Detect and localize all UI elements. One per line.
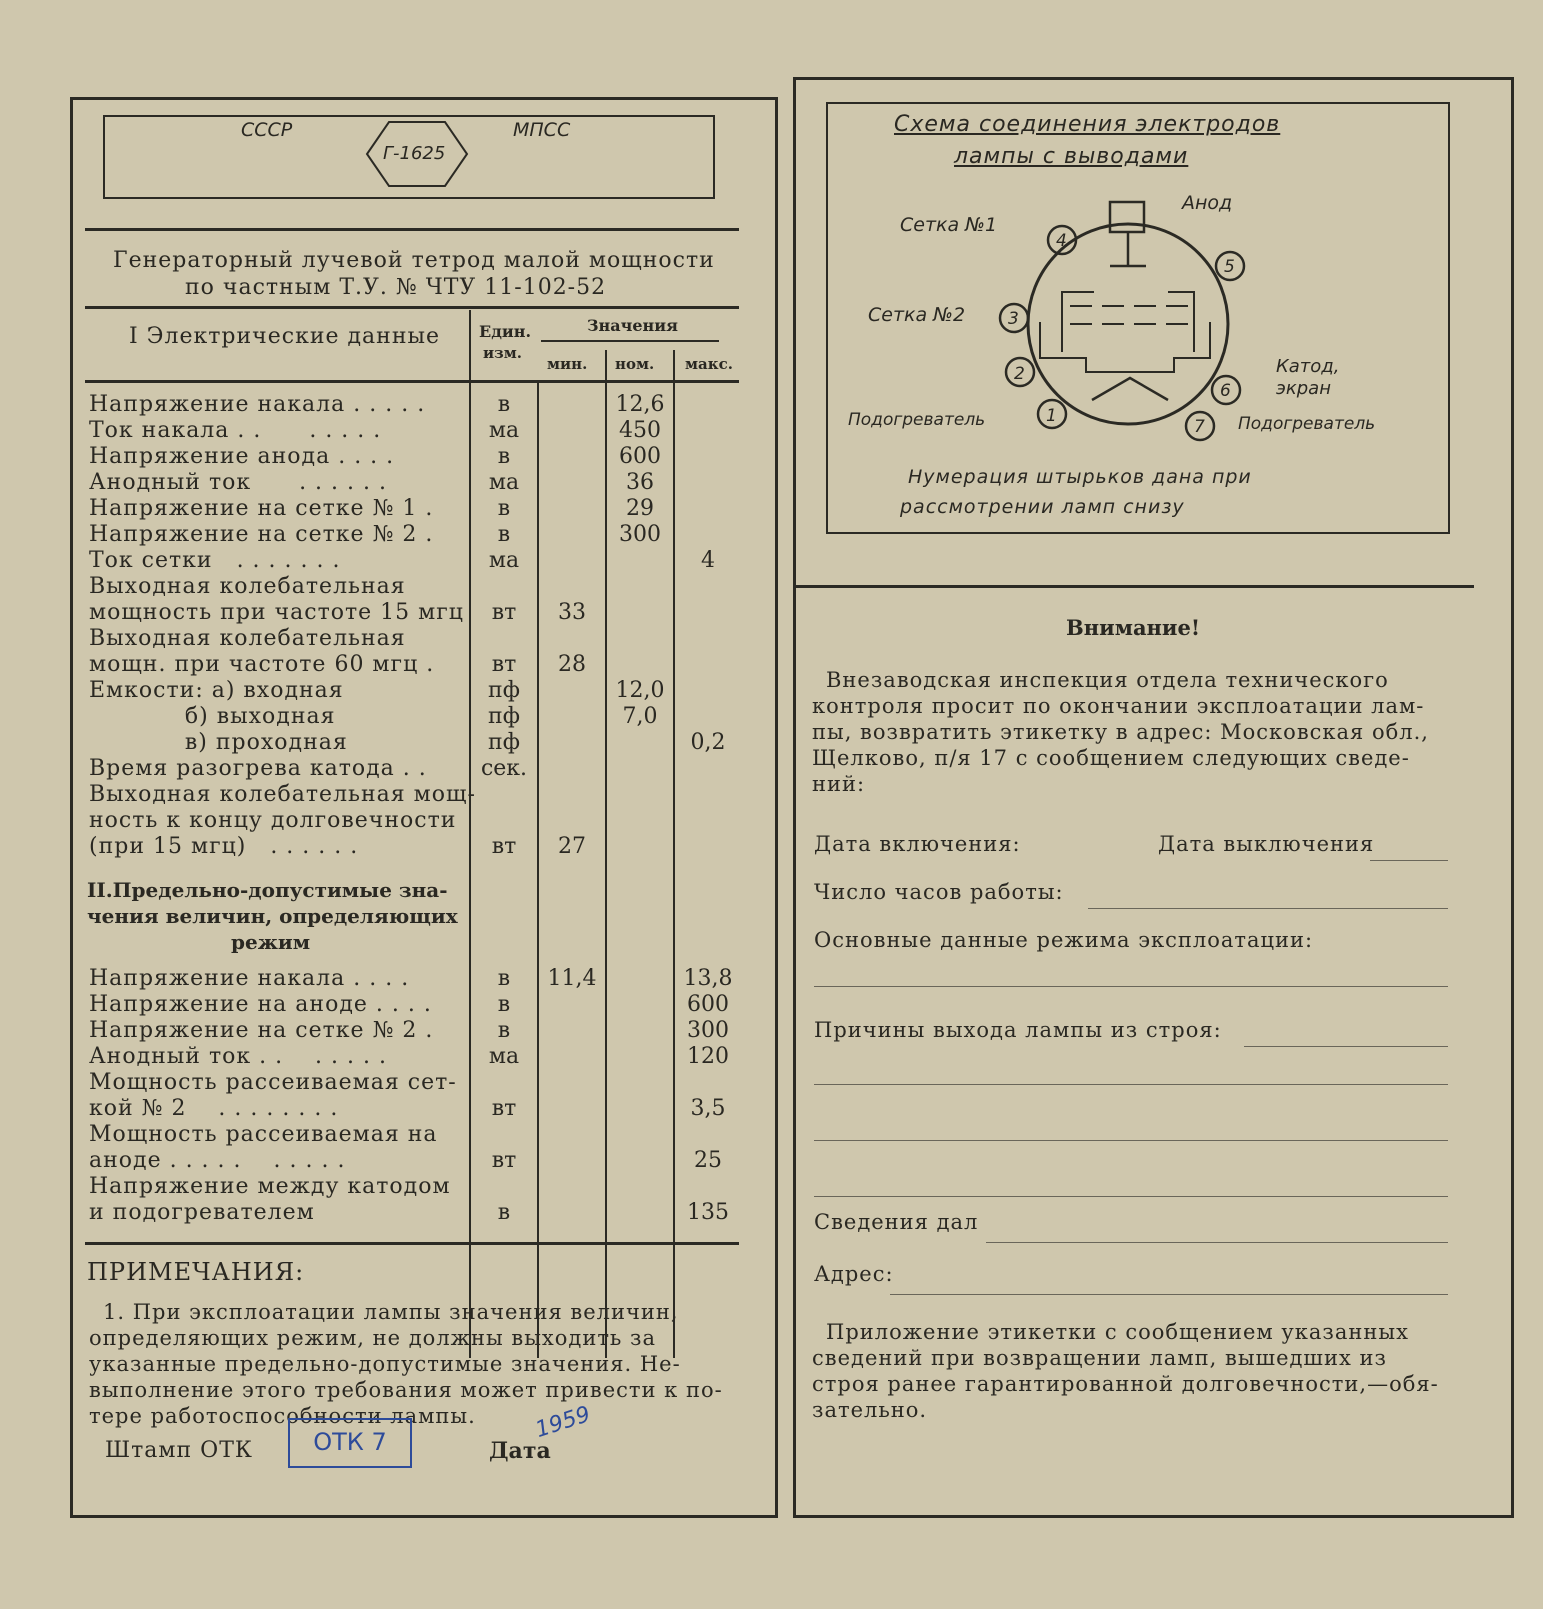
limits-nom bbox=[607, 1148, 673, 1174]
limits-unit: вт bbox=[491, 1096, 517, 1121]
electrical-row bbox=[73, 808, 733, 834]
right-sheet bbox=[793, 80, 1514, 1518]
electrical-nom: 36 bbox=[626, 470, 654, 495]
limits-label: кой № 2 . . . . . . . . bbox=[89, 1096, 339, 1121]
limits-nom bbox=[607, 992, 673, 1018]
electrical-label: Напряжение накала . . . . . bbox=[89, 392, 426, 417]
electrical-label: Напряжение на сетке № 1 . bbox=[89, 496, 434, 521]
electrical-max bbox=[675, 392, 741, 418]
limits-min: 11,4 bbox=[547, 966, 597, 991]
doc-title-line1: Генераторный лучевой тетрод малой мощности bbox=[113, 248, 715, 273]
nom-header: ном. bbox=[615, 355, 655, 373]
electrical-max bbox=[675, 496, 741, 522]
failure-field-4[interactable] bbox=[814, 1196, 1448, 1197]
electrical-row bbox=[73, 470, 733, 496]
limits-max: 600 bbox=[687, 992, 729, 1017]
electrical-max bbox=[675, 470, 741, 496]
label-heater-left: Подогреватель bbox=[848, 410, 986, 430]
electrical-nom: 29 bbox=[626, 496, 654, 521]
electrical-min bbox=[539, 704, 605, 730]
diagram-title-2: лампы с выводами bbox=[954, 144, 1189, 169]
electrical-nom bbox=[607, 600, 673, 626]
limits-row bbox=[73, 1148, 733, 1174]
label-cathode-1: Катод, bbox=[1276, 356, 1340, 377]
electrical-nom: 600 bbox=[619, 444, 661, 469]
otk-stamp: ОТК 7 bbox=[288, 1418, 412, 1468]
date-on-label: Дата включения: bbox=[814, 832, 1021, 856]
limits-row bbox=[73, 1122, 733, 1148]
limits-row bbox=[73, 1044, 733, 1070]
electrical-unit: вт bbox=[491, 834, 517, 859]
electrical-nom bbox=[607, 782, 673, 808]
electrical-max bbox=[675, 834, 741, 860]
footer-line: сведений при возвращении ламп, вышедших из bbox=[812, 1346, 1387, 1370]
limits-max bbox=[675, 1070, 741, 1096]
limits-label: Мощность рассеиваемая сет- bbox=[89, 1070, 457, 1095]
electrical-min bbox=[539, 626, 605, 652]
attention-line: Внезаводская инспекция отдела технического bbox=[826, 668, 1389, 692]
failure-field-3[interactable] bbox=[814, 1140, 1448, 1141]
limits-nom bbox=[607, 1096, 673, 1122]
left-sheet bbox=[70, 100, 778, 1518]
limits-max: 135 bbox=[687, 1200, 729, 1225]
electrical-row bbox=[73, 652, 733, 678]
electrical-row bbox=[73, 782, 733, 808]
limits-max bbox=[675, 1174, 741, 1200]
electrical-unit: ма bbox=[488, 418, 520, 443]
electrical-row bbox=[73, 678, 733, 704]
electrical-label: мощность при частоте 15 мгц bbox=[89, 600, 464, 625]
values-header: Значения bbox=[587, 316, 678, 335]
limits-title-3: режим bbox=[231, 930, 311, 954]
electrical-unit bbox=[471, 626, 537, 652]
limits-max: 25 bbox=[694, 1148, 722, 1173]
limits-min bbox=[539, 1200, 605, 1226]
limits-min bbox=[539, 1044, 605, 1070]
limits-min bbox=[539, 1096, 605, 1122]
limits-min bbox=[539, 1148, 605, 1174]
limits-label: Напряжение накала . . . . bbox=[89, 966, 410, 991]
notes-rule bbox=[85, 1242, 739, 1245]
electrical-min bbox=[539, 808, 605, 834]
note-line: тере работоспособности лампы. bbox=[89, 1404, 476, 1428]
limits-row bbox=[73, 992, 733, 1018]
label-heater-right: Подогреватель bbox=[1238, 414, 1376, 434]
electrical-nom: 450 bbox=[619, 418, 661, 443]
header-rule-bottom bbox=[85, 380, 739, 383]
limits-row bbox=[73, 966, 733, 992]
max-header: макс. bbox=[685, 355, 733, 373]
limits-label: Напряжение между катодом bbox=[89, 1174, 451, 1199]
electrical-min bbox=[539, 418, 605, 444]
pin-3: 3 bbox=[1008, 309, 1019, 329]
limits-nom bbox=[607, 1018, 673, 1044]
electrical-max bbox=[675, 782, 741, 808]
label-grid1: Сетка №1 bbox=[900, 214, 998, 236]
electrical-min bbox=[539, 782, 605, 808]
right-top-rule bbox=[793, 77, 1514, 80]
electrical-nom bbox=[607, 834, 673, 860]
electrical-label: в) проходная bbox=[89, 730, 348, 755]
electrical-unit: в bbox=[497, 522, 511, 547]
electrical-nom: 7,0 bbox=[622, 704, 658, 729]
limits-unit: ма bbox=[488, 1044, 520, 1069]
limits-max: 300 bbox=[687, 1018, 729, 1043]
limits-nom bbox=[607, 1200, 673, 1226]
mode-field[interactable] bbox=[814, 986, 1448, 987]
limits-unit: в bbox=[497, 1200, 511, 1225]
electrical-unit: пф bbox=[488, 704, 520, 729]
electrical-unit: в bbox=[497, 444, 511, 469]
electrical-label: Выходная колебательная мощ- bbox=[89, 782, 476, 807]
right-bottom-rule bbox=[793, 1515, 1514, 1518]
electrical-min bbox=[539, 470, 605, 496]
label-anode: Анод bbox=[1182, 192, 1233, 214]
electrical-label: Напряжение на сетке № 2 . bbox=[89, 522, 434, 547]
given-by-field[interactable] bbox=[986, 1242, 1448, 1243]
limits-row bbox=[73, 1174, 733, 1200]
note-line: указанные предельно-допустимые значения. Не- bbox=[89, 1352, 681, 1376]
electrical-unit: ма bbox=[488, 470, 520, 495]
electrical-row bbox=[73, 496, 733, 522]
electrical-unit: в bbox=[497, 392, 511, 417]
stamp-label: Штамп ОТК bbox=[105, 1438, 253, 1463]
title-rule-bottom bbox=[85, 306, 739, 309]
limits-nom bbox=[607, 1174, 673, 1200]
electrical-max: 4 bbox=[701, 548, 715, 573]
hours-field[interactable] bbox=[1088, 908, 1448, 909]
electrical-label: Напряжение анода . . . . bbox=[89, 444, 395, 469]
limits-unit: в bbox=[497, 1018, 511, 1043]
electrical-min: 27 bbox=[558, 834, 586, 859]
given-by-label: Сведения дал bbox=[814, 1210, 979, 1234]
limits-nom bbox=[607, 966, 673, 992]
electrical-row bbox=[73, 522, 733, 548]
electrical-nom: 12,0 bbox=[615, 678, 665, 703]
electrical-nom: 300 bbox=[619, 522, 661, 547]
electrical-min bbox=[539, 522, 605, 548]
unit-header-1: Един. bbox=[479, 322, 532, 341]
attention-line: контроля просит по окончании эксплоатации лам- bbox=[812, 694, 1425, 718]
electrical-row bbox=[73, 392, 733, 418]
pin-note-1: Нумерация штырьков дана при bbox=[908, 466, 1252, 488]
electrical-unit: вт bbox=[491, 652, 517, 677]
limits-label: и подогревателем bbox=[89, 1200, 315, 1225]
limits-nom bbox=[607, 1122, 673, 1148]
electrical-label: ность к концу долговечности bbox=[89, 808, 457, 833]
pin-4: 4 bbox=[1056, 231, 1067, 251]
notes-title: ПРИМЕЧАНИЯ: bbox=[87, 1258, 305, 1286]
electrical-unit bbox=[471, 808, 537, 834]
header-box bbox=[103, 115, 715, 199]
limits-min bbox=[539, 1018, 605, 1044]
electrical-label: Ток накала . . . . . . . bbox=[89, 418, 382, 443]
electrical-label: Анодный ток . . . . . . bbox=[89, 470, 387, 495]
address-label: Адрес: bbox=[814, 1262, 894, 1286]
limits-unit bbox=[471, 1122, 537, 1148]
electrical-max bbox=[675, 444, 741, 470]
electrical-min bbox=[539, 678, 605, 704]
footer-line: зательно. bbox=[812, 1398, 928, 1422]
electrical-max bbox=[675, 678, 741, 704]
failure-label: Причины выхода лампы из строя: bbox=[814, 1018, 1222, 1042]
limits-unit: в bbox=[497, 966, 511, 991]
handwritten-year: 1959 bbox=[532, 1401, 594, 1444]
electrical-nom: 12,6 bbox=[615, 392, 665, 417]
limits-min bbox=[539, 1174, 605, 1200]
failure-field-1[interactable] bbox=[1244, 1046, 1448, 1047]
unit-header-2: изм. bbox=[483, 344, 522, 362]
pin-6: 6 bbox=[1220, 381, 1231, 401]
pin-note-2: рассмотрении ламп снизу bbox=[900, 496, 1185, 518]
limits-max: 3,5 bbox=[690, 1096, 726, 1121]
limits-max bbox=[675, 1122, 741, 1148]
pin-7: 7 bbox=[1194, 417, 1205, 437]
doc-title-line2: по частным Т.У. № ЧТУ 11-102-52 bbox=[185, 275, 607, 300]
electrical-nom bbox=[607, 730, 673, 756]
title-rule-top bbox=[85, 228, 739, 231]
electrical-max bbox=[675, 574, 741, 600]
electrical-max bbox=[675, 522, 741, 548]
limits-label: Напряжение на сетке № 2 . bbox=[89, 1018, 434, 1043]
electrical-max bbox=[675, 652, 741, 678]
limits-label: Анодный ток . . . . . . . bbox=[89, 1044, 387, 1069]
label-grid2: Сетка №2 bbox=[868, 304, 966, 326]
limits-unit bbox=[471, 1070, 537, 1096]
electrical-row bbox=[73, 626, 733, 652]
electrical-row bbox=[73, 834, 733, 860]
min-header: мин. bbox=[547, 355, 588, 373]
date-label: Дата bbox=[489, 1438, 551, 1464]
limits-title-2: чения величин, определяющих bbox=[87, 904, 458, 928]
failure-field-2[interactable] bbox=[814, 1084, 1448, 1085]
limits-label: Мощность рассеиваемая на bbox=[89, 1122, 438, 1147]
electrical-label: Время разогрева катода . . bbox=[89, 756, 427, 781]
date-off-label: Дата выключения bbox=[1158, 832, 1375, 856]
limits-min bbox=[539, 1122, 605, 1148]
electrical-row bbox=[73, 730, 733, 756]
address-field[interactable] bbox=[890, 1294, 1448, 1295]
pin-circles bbox=[1000, 226, 1244, 440]
electrical-row bbox=[73, 548, 733, 574]
limits-row bbox=[73, 1018, 733, 1044]
limits-label: аноде . . . . . . . . . . bbox=[89, 1148, 346, 1173]
date-off-field[interactable] bbox=[1370, 860, 1448, 861]
electrical-row bbox=[73, 418, 733, 444]
label-cathode-2: экран bbox=[1276, 378, 1331, 399]
pin-5: 5 bbox=[1224, 257, 1235, 277]
lamp-type: Г-1625 bbox=[383, 143, 446, 164]
limits-min bbox=[539, 992, 605, 1018]
diagram-title-1: Схема соединения электродов bbox=[894, 112, 1281, 137]
limits-max: 13,8 bbox=[683, 966, 733, 991]
pin-1: 1 bbox=[1046, 406, 1057, 426]
attention-rule bbox=[796, 585, 1474, 588]
electrical-unit: в bbox=[497, 496, 511, 521]
note-line: выполнение этого требования может привести к по- bbox=[89, 1378, 723, 1402]
electrical-max bbox=[675, 418, 741, 444]
limits-label: Напряжение на аноде . . . . bbox=[89, 992, 432, 1017]
limits-min bbox=[539, 1070, 605, 1096]
attention-title: Внимание! bbox=[1066, 615, 1201, 640]
electrical-max bbox=[675, 600, 741, 626]
diagram-box bbox=[826, 102, 1450, 534]
electrical-max bbox=[675, 626, 741, 652]
electrical-min bbox=[539, 392, 605, 418]
electrical-min bbox=[539, 444, 605, 470]
electrical-min: 28 bbox=[558, 652, 586, 677]
electrical-label: Выходная колебательная bbox=[89, 574, 406, 599]
electrical-row bbox=[73, 704, 733, 730]
electrical-row bbox=[73, 756, 733, 782]
limits-title-1: II.Предельно-допустимые зна- bbox=[87, 878, 448, 902]
bottom-rule bbox=[70, 1515, 778, 1518]
electrical-row bbox=[73, 600, 733, 626]
top-rule bbox=[70, 97, 778, 100]
electrical-unit: сек. bbox=[480, 756, 528, 781]
footer-line: строя ранее гарантированной долговечности,—обя- bbox=[812, 1372, 1439, 1396]
electrical-unit: пф bbox=[488, 678, 520, 703]
electrical-min bbox=[539, 548, 605, 574]
hours-label: Число часов работы: bbox=[814, 880, 1064, 904]
limits-row bbox=[73, 1070, 733, 1096]
electrical-row bbox=[73, 574, 733, 600]
values-rule bbox=[541, 340, 719, 342]
electrical-nom bbox=[607, 548, 673, 574]
mode-label: Основные данные режима эксплоатации: bbox=[814, 928, 1314, 952]
electrical-min bbox=[539, 496, 605, 522]
limits-row bbox=[73, 1096, 733, 1122]
limits-unit bbox=[471, 1174, 537, 1200]
limits-max: 120 bbox=[687, 1044, 729, 1069]
electrical-label: мощн. при частоте 60 мгц . bbox=[89, 652, 435, 677]
attention-line: пы, возвратить этикетку в адрес: Московская обл., bbox=[812, 720, 1429, 744]
electrical-unit bbox=[471, 574, 537, 600]
country-label: СССР bbox=[241, 119, 293, 141]
attention-line: Щелково, п/я 17 с сообщением следующих сведе- bbox=[812, 746, 1410, 770]
electrical-max bbox=[675, 756, 741, 782]
electrical-row bbox=[73, 444, 733, 470]
electrical-unit: вт bbox=[491, 600, 517, 625]
section-electrical: I Электрические данные bbox=[129, 324, 441, 349]
ministry-label: МПСС bbox=[513, 119, 571, 141]
electrical-min bbox=[539, 730, 605, 756]
electrical-nom bbox=[607, 756, 673, 782]
electrical-max bbox=[675, 704, 741, 730]
limits-row bbox=[73, 1200, 733, 1226]
electrical-min: 33 bbox=[558, 600, 586, 625]
electrical-label: (при 15 мгц) . . . . . . bbox=[89, 834, 359, 859]
electrical-max: 0,2 bbox=[690, 730, 726, 755]
electrical-label: Выходная колебательная bbox=[89, 626, 406, 651]
electrical-max bbox=[675, 808, 741, 834]
electrical-unit bbox=[471, 782, 537, 808]
limits-nom bbox=[607, 1044, 673, 1070]
note-line: определяющих режим, не должны выходить за bbox=[89, 1326, 657, 1350]
electrical-nom bbox=[607, 626, 673, 652]
limits-nom bbox=[607, 1070, 673, 1096]
electrical-nom bbox=[607, 574, 673, 600]
electrical-unit: ма bbox=[488, 548, 520, 573]
attention-line: ний: bbox=[812, 772, 866, 796]
limits-unit: в bbox=[497, 992, 511, 1017]
electrical-min bbox=[539, 574, 605, 600]
footer-line: Приложение этикетки с сообщением указанных bbox=[826, 1320, 1409, 1344]
electrical-nom bbox=[607, 652, 673, 678]
electrical-nom bbox=[607, 808, 673, 834]
limits-unit: вт bbox=[491, 1148, 517, 1173]
electrical-label: б) выходная bbox=[89, 704, 336, 729]
note-line: 1. При эксплоатации лампы значения величин, bbox=[103, 1300, 679, 1324]
electrical-unit: пф bbox=[488, 730, 520, 755]
pin-2: 2 bbox=[1014, 364, 1025, 384]
electrical-min bbox=[539, 756, 605, 782]
electrical-label: Ток сетки . . . . . . . bbox=[89, 548, 341, 573]
electrical-label: Емкости: а) входная bbox=[89, 678, 344, 703]
